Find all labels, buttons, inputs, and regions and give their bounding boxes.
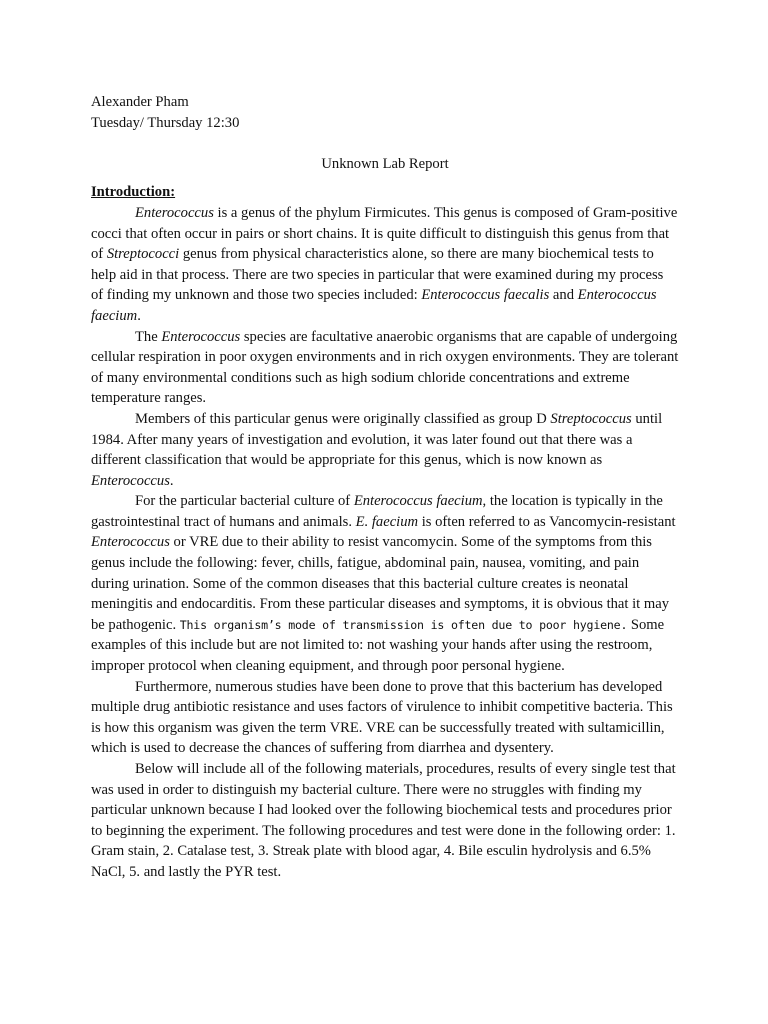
introduction-heading: Introduction:: [91, 184, 176, 201]
class-schedule: Tuesday/ Thursday 12:30: [91, 114, 240, 131]
intro-paragraph-6: Below will include all of the following materials, procedures, results of every single test that was used in order to distinguish my bacterial culture. There were no struggles with finding my particular unknown because I had looked over the following biochemical tests and procedures prior to beginning the experiment. The following procedures and test were done in the following order: 1. Gram stain, 2. Catalase test, 3. Streak plate with blood agar, 4. Bile esculin hydrolysis and 6.5% NaCl, 5. and lastly the PYR test.: [91, 761, 676, 880]
intro-paragraph-4: For the particular bacterial culture of Enterococcus faecium, the location is typically in the gastrointestinal tract of humans and animals. E. faecium is often referred to as Vancomycin-resistant Enterococcus or VRE due to their ability to resist vancomycin. Some of the symptoms from this genus include the following: fever, chills, fatigue, abdominal pain, nausea, vomiting, and pain during urination. Some of the common diseases that this bacterial culture creates is neonatal meningitis and endocarditis. From these particular diseases and symptoms, it is obvious that it may be pathogenic. This organism’s mode of transmission is often due to poor hygiene. Some examples of this include but are not limited to: not washing your hands after using the restroom, improper protocol when cleaning equipment, and through poor personal hygiene.: [91, 493, 676, 675]
author-name: Alexander Pham: [91, 94, 189, 110]
intro-paragraph-2: The Enterococcus species are facultative anaerobic organisms that are capable of undergoing cellular respiration in poor oxygen environments and in rich oxygen environments. They are tolerant of many environmental conditions such as high sodium chloride concentrations and extreme temperature ranges.: [91, 328, 679, 407]
document-page: [91, 92, 679, 883]
transmission-sentence: This organism’s mode of transmission is often due to poor hygiene.: [179, 617, 628, 632]
intro-paragraph-1: Enterococcus is a genus of the phylum Firmicutes. This genus is composed of Gram-positive cocci that often occur in pairs or short chains. It is quite difficult to distinguish this genus from that of Streptococci genus from physical characteristics alone, so there are many biochemical tests to help aid in that process. There are two species in particular that were examined during my process of finding my unknown and those two species included: Enterococcus faecalis and Enterococcus faecium.: [91, 204, 678, 324]
intro-paragraph-5: Furthermore, numerous studies have been done to prove that this bacterium has developed multiple drug antibiotic resistance and uses factors of virulence to inhibit competitive bacteria. This is how this organism was given the term VRE. VRE can be successfully treated with sultamicillin, which is used to decrease the chances of suffering from diarrhea and dysentery.: [91, 678, 673, 757]
intro-paragraph-3: Members of this particular genus were originally classified as group D Streptococcus until 1984. After many years of investigation and evolution, it was later found out that there was a different classification that would be appropriate for this genus, which is now known as Enterococcus.: [91, 410, 663, 489]
report-title: Unknown Lab Report: [321, 155, 449, 172]
genus-name: Enterococcus: [135, 204, 214, 221]
